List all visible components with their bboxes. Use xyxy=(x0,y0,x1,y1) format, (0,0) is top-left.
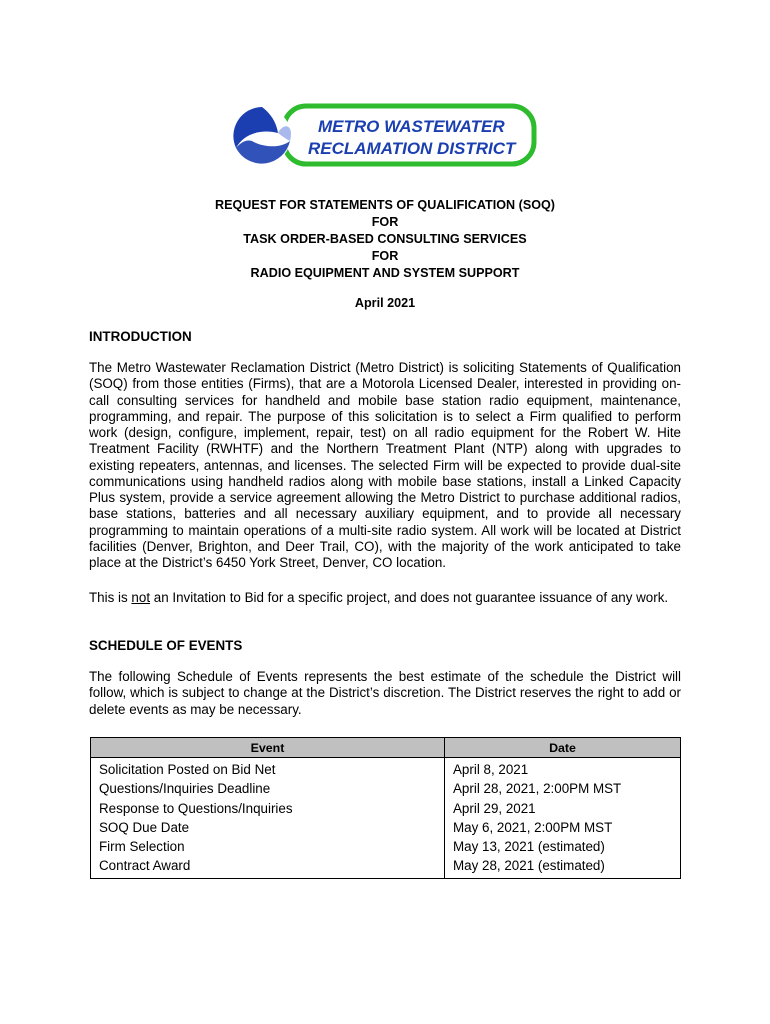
title-line: FOR xyxy=(371,249,399,263)
date-cell: May 13, 2021 (estimated) xyxy=(445,837,681,856)
introduction-paragraph: The Metro Wastewater Reclamation District (Metro District) is soliciting Statements of Qualification (SOQ) from those entities (Firms), that are a Motorola Licensed Dealer, interested in providing on-call consulting services for handheld and mobile base station radio equipment, maintenance, programming, and repair. The purpose of this solicitation is to select a Firm qualified to perform work (design, configure, implement, repair, test) on all radio equipment for the Robert W. Hite Treatment Facility (RWHTF) and the Northern Treatment Plant (NTP) along with upgrades to existing repeaters, antennas, and licenses. The selected Firm will be expected to provide dual-site communications using handheld radios along with mobile base stations, install a Linked Capacity Plus system, provide a service agreement allowing the Metro District to purchase additional radios, base stations, batteries and all necessary auxiliary equipment, and to provide all necessary programming to maintain operations of a multi-site radio system. All work will be located at District facilities (Denver, Brighton, and Deer Trail, CO), with the majority of the work anticipated to take place at the District’s 6450 York Street, Denver, CO location. xyxy=(89,360,681,570)
table-row xyxy=(91,818,681,837)
note-text: This is xyxy=(89,590,132,605)
note-emphasis: not xyxy=(131,590,151,605)
table-header-row xyxy=(91,738,681,758)
date-cell: May 6, 2021, 2:00PM MST xyxy=(445,818,681,837)
title-line: TASK ORDER-BASED CONSULTING SERVICES xyxy=(243,232,527,246)
table-row xyxy=(91,779,681,798)
title-line: RADIO EQUIPMENT AND SYSTEM SUPPORT xyxy=(250,266,520,280)
event-cell: Response to Questions/Inquiries xyxy=(91,799,445,818)
note-text: an Invitation to Bid for a specific project, and does not guarantee issuance of any work. xyxy=(150,590,669,605)
date-cell: April 8, 2021 xyxy=(445,758,681,780)
table-row xyxy=(91,799,681,818)
event-cell: Questions/Inquiries Deadline xyxy=(91,779,445,798)
disclaimer-note xyxy=(89,590,681,606)
event-cell: Firm Selection xyxy=(91,837,445,856)
introduction-heading: INTRODUCTION xyxy=(89,329,192,344)
logo-text-line1: METRO WASTEWATER xyxy=(318,117,505,136)
date-cell: April 28, 2021, 2:00PM MST xyxy=(445,779,681,798)
date-cell: April 29, 2021 xyxy=(445,799,681,818)
event-cell: Contract Award xyxy=(91,856,445,879)
logo-graphic xyxy=(232,103,538,173)
district-logo xyxy=(232,103,538,173)
schedule-heading: SCHEDULE OF EVENTS xyxy=(89,638,243,653)
schedule-table xyxy=(90,737,681,879)
title-line: FOR xyxy=(371,215,399,229)
table-row xyxy=(91,758,681,780)
column-header-event: Event xyxy=(91,738,445,758)
document-date: April 2021 xyxy=(354,296,416,310)
schedule-paragraph: The following Schedule of Events represents the best estimate of the schedule the District will follow, which is subject to change at the District’s discretion. The District reserves the right to add or delete events as may be necessary. xyxy=(89,669,681,717)
title-line: REQUEST FOR STATEMENTS OF QUALIFICATION (SOQ) xyxy=(214,198,556,212)
column-header-date: Date xyxy=(445,738,681,758)
date-cell: May 28, 2021 (estimated) xyxy=(445,856,681,879)
table-row xyxy=(91,856,681,879)
logo-text-line2: RECLAMATION DISTRICT xyxy=(308,139,516,158)
table-row xyxy=(91,837,681,856)
event-cell: Solicitation Posted on Bid Net xyxy=(91,758,445,780)
event-cell: SOQ Due Date xyxy=(91,818,445,837)
document-title xyxy=(0,197,770,282)
